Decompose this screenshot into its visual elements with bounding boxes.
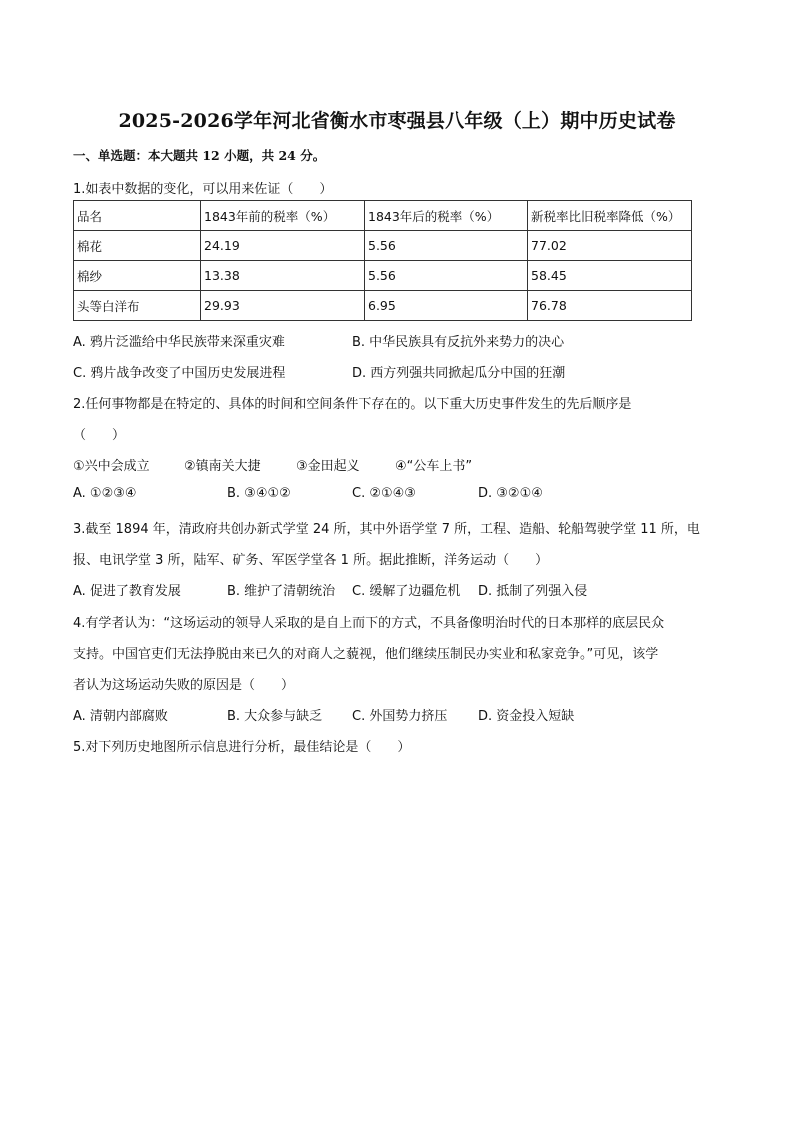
question-1-stem: 1.如表中数据的变化，可以用来佐证（ ）: [73, 182, 333, 197]
q2-option-d[interactable]: D. ③②①④: [478, 486, 543, 501]
q4-option-a[interactable]: A. 清朝内部腐败: [73, 709, 168, 724]
table-row: [74, 261, 692, 291]
q2-event-2: ②镇南关大捷: [184, 459, 261, 474]
table-cell: 棉花: [74, 231, 201, 261]
q1-option-d[interactable]: D. 西方列强共同掀起瓜分中国的狂潮: [352, 366, 566, 381]
table-cell: 76.78: [528, 291, 692, 321]
question-4-stem-cont: 者认为这场运动失败的原因是（ ）: [73, 678, 295, 693]
table-row: [74, 231, 692, 261]
q2-event-4: ④“公车上书”: [395, 459, 473, 474]
table-cell: 5.56: [365, 261, 528, 291]
table-header-row: [74, 201, 692, 231]
q2-option-c[interactable]: C. ②①④③: [352, 486, 416, 501]
q3-option-d[interactable]: D. 抵制了列强入侵: [478, 584, 588, 599]
table-cell: 头等白洋布: [74, 291, 201, 321]
table-header-cell: 1843年前的税率（%）: [201, 201, 365, 231]
question-5-stem: 5.对下列历史地图所示信息进行分析，最佳结论是（ ）: [73, 740, 411, 755]
q1-option-c[interactable]: C. 鸦片战争改变了中国历史发展进程: [73, 366, 286, 381]
question-2-stem: 2.任何事物都是在特定的、具体的时间和空间条件下存在的。以下重大历史事件发生的先后顺序是: [73, 397, 632, 412]
question-4-stem-cont: 支持。中国官吏们无法挣脱由来已久的对商人之藐视，他们继续压制民办实业和私家竞争。”可见，该学: [73, 647, 659, 662]
q2-option-b[interactable]: B. ③④①②: [227, 486, 291, 501]
table-cell: 13.38: [201, 261, 365, 291]
table-cell: 24.19: [201, 231, 365, 261]
q3-option-c[interactable]: C. 缓解了边疆危机: [352, 584, 461, 599]
tax-rate-table: [73, 200, 692, 321]
q2-event-1: ①兴中会成立: [73, 459, 150, 474]
question-4-stem: 4.有学者认为：“这场运动的领导人采取的是自上而下的方式，不具备像明治时代的日本那样的底层民众: [73, 616, 665, 631]
table-cell: 77.02: [528, 231, 692, 261]
q4-option-d[interactable]: D. 资金投入短缺: [478, 709, 575, 724]
q2-event-3: ③金田起义: [296, 459, 360, 474]
table-cell: 棉纱: [74, 261, 201, 291]
q1-option-b[interactable]: B. 中华民族具有反抗外来势力的决心: [352, 335, 565, 350]
section-heading: 一、单选题：本大题共 12 小题，共 24 分。: [73, 148, 326, 163]
q1-option-a[interactable]: A. 鸦片泛滥给中华民族带来深重灾难: [73, 335, 285, 350]
table-header-cell: 新税率比旧税率降低（%）: [528, 201, 692, 231]
question-3-stem-cont: 报、电讯学堂 3 所，陆军、矿务、军医学堂各 1 所。据此推断，洋务运动（ ）: [73, 553, 549, 568]
q4-option-c[interactable]: C. 外国势力挤压: [352, 709, 448, 724]
table-header-cell: 品名: [74, 201, 201, 231]
table-cell: 29.93: [201, 291, 365, 321]
q3-option-a[interactable]: A. 促进了教育发展: [73, 584, 181, 599]
table-cell: 5.56: [365, 231, 528, 261]
table-row: [74, 291, 692, 321]
table-header-cell: 1843年后的税率（%）: [365, 201, 528, 231]
table-cell: 58.45: [528, 261, 692, 291]
q3-option-b[interactable]: B. 维护了清朝统治: [227, 584, 336, 599]
q2-option-a[interactable]: A. ①②③④: [73, 486, 137, 501]
table-cell: 6.95: [365, 291, 528, 321]
q4-option-b[interactable]: B. 大众参与缺乏: [227, 709, 323, 724]
question-2-stem-cont: （ ）: [73, 428, 126, 443]
page-title: 2025-2026学年河北省衡水市枣强县八年级（上）期中历史试卷: [118, 110, 676, 132]
question-3-stem: 3.截至 1894 年，清政府共创办新式学堂 24 所，其中外语学堂 7 所，工程、造船、轮船驾驶学堂 11 所，电: [73, 522, 700, 537]
